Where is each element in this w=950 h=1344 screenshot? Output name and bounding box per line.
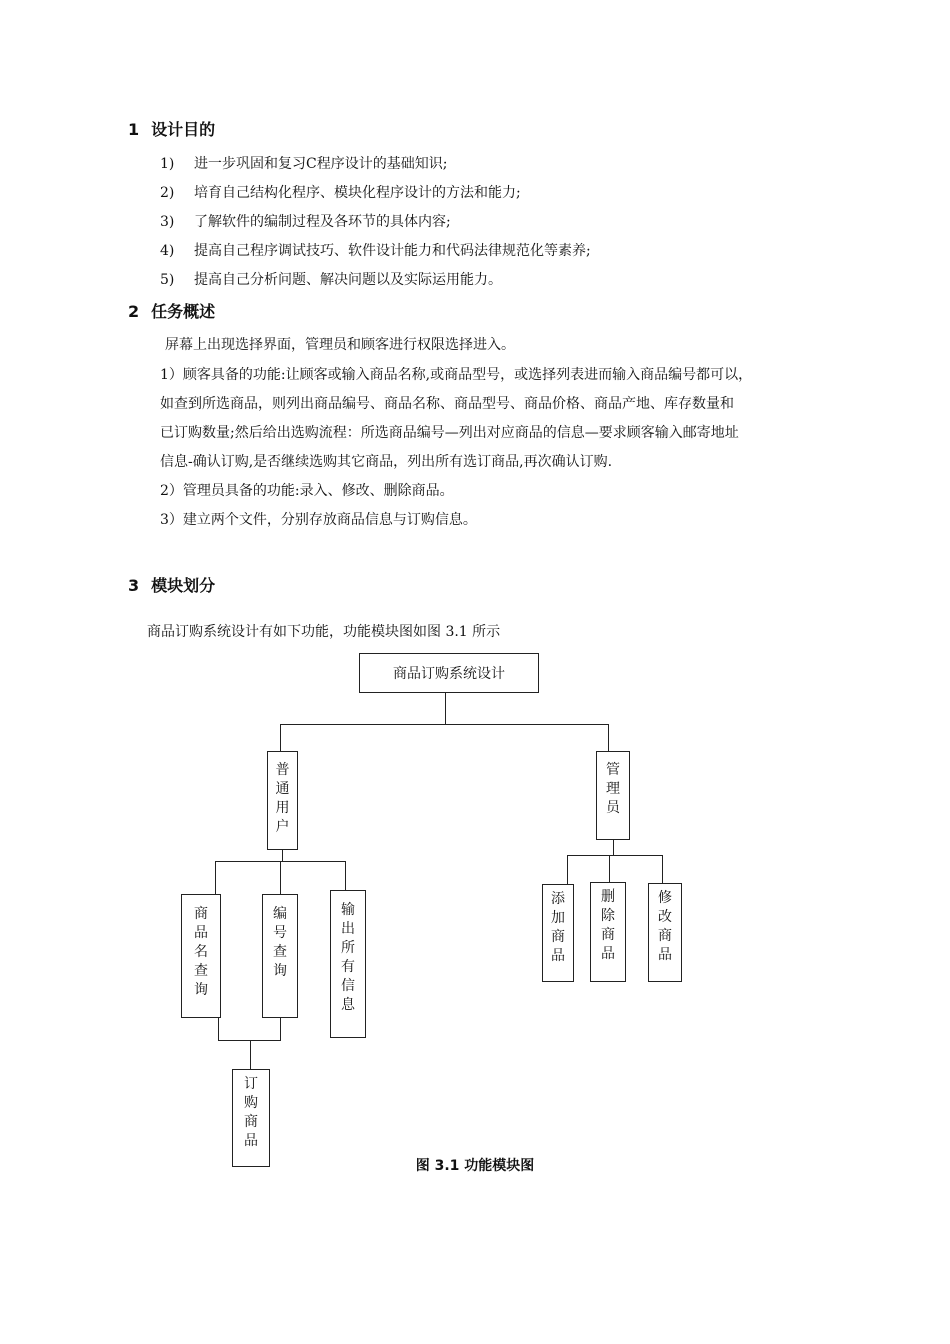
connector-line [608,724,609,751]
diagram-output-all-box: 输 出 所 有 信 息 [330,890,366,1038]
connector-line [215,861,216,894]
diagram-order-box: 订 购 商 品 [232,1069,270,1167]
paragraph-line: 1）顾客具备的功能:让顾客或输入商品名称,或商品型号，或选择列表进而输入商品编号都可以， [160,367,753,383]
connector-line [567,855,568,884]
section2-heading: 2 任务概述 [128,302,216,321]
diagram-admin-box: 管 理 员 [596,751,630,840]
figure-caption: 图 3.1 功能模块图 [415,1158,535,1174]
section1-heading: 1 设计目的 [128,120,216,139]
paragraph-line: 3）建立两个文件，分别存放商品信息与订购信息。 [160,512,477,528]
diagram-root-box: 商品订购系统设计 [359,653,539,693]
paragraph-line: 如查到所选商品，则列出商品编号、商品名称、商品型号、商品价格、商品产地、库存数量和 [160,396,734,412]
diagram-user-box: 普 通 用 户 [267,751,298,850]
list-item: 3) 了解软件的编制过程及各环节的具体内容; [160,214,451,230]
connector-line [662,855,663,883]
list-item: 4) 提高自己程序调试技巧、软件设计能力和代码法律规范化等素养; [160,243,591,259]
list-item: 2) 培育自己结构化程序、模块化程序设计的方法和能力; [160,185,521,201]
section3-heading: 3 模块划分 [128,576,216,595]
connector-line [282,850,283,861]
diagram-modify-box: 修 改 商 品 [648,883,682,982]
list-item: 1) 进一步巩固和复习C程序设计的基础知识; [160,156,448,172]
connector-line [345,861,346,890]
diagram-delete-box: 删 除 商 品 [590,882,626,982]
section2-intro: 屏幕上出现选择界面，管理员和顾客进行权限选择进入。 [165,337,515,353]
connector-line [613,840,614,855]
connector-line [280,724,609,725]
diagram-name-query-box: 商 品 名 查 询 [181,894,221,1018]
connector-line [609,855,610,882]
connector-line [280,724,281,751]
connector-line [218,1018,219,1040]
connector-line [567,855,663,856]
diagram-id-query-box: 编 号 查 询 [262,894,298,1018]
list-item: 5) 提高自己分析问题、解决问题以及实际运用能力。 [160,272,502,288]
connector-line [280,861,281,894]
section3-intro: 商品订购系统设计有如下功能，功能模块图如图 3.1 所示 [147,624,501,640]
paragraph-line: 已订购数量;然后给出选购流程：所选商品编号—列出对应商品的信息—要求顾客输入邮寄地址 [160,425,739,441]
paragraph-line: 信息-确认订购,是否继续选购其它商品，列出所有选订商品,再次确认订购. [160,454,613,470]
connector-line [445,693,446,724]
paragraph-line: 2）管理员具备的功能:录入、修改、删除商品。 [160,483,454,499]
diagram-add-box: 添 加 商 品 [542,884,574,982]
connector-line [280,1018,281,1040]
connector-line [250,1040,251,1069]
